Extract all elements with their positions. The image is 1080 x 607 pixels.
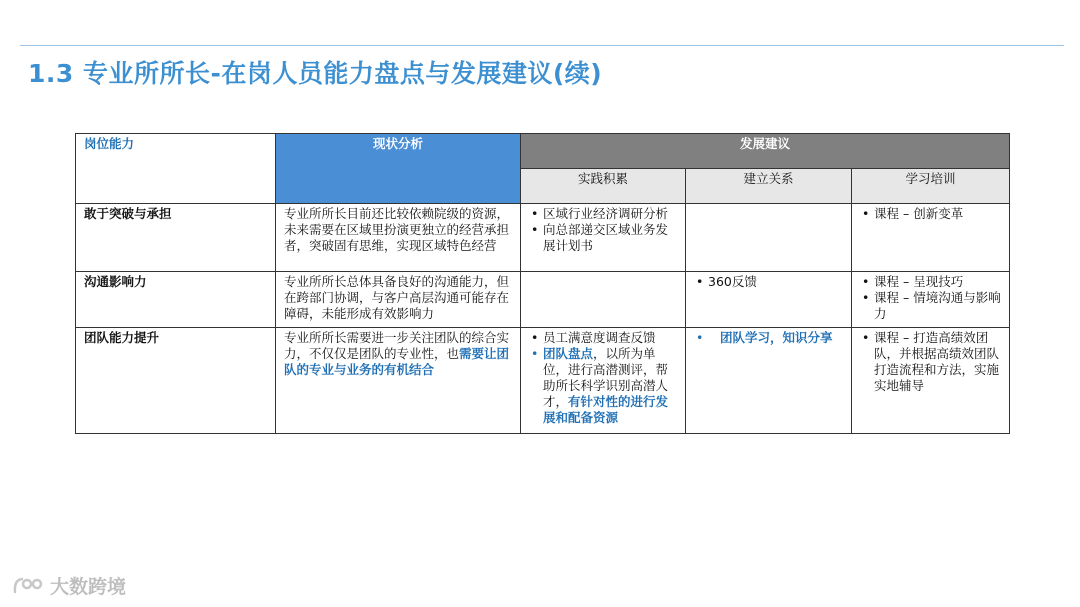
ability-table [75, 133, 1010, 434]
watermark-logo-icon [12, 574, 46, 598]
list-item [708, 330, 843, 346]
top-divider [20, 45, 1064, 46]
relation-cell [686, 272, 852, 328]
header-status: 现状分析 [276, 134, 521, 204]
list-item: • 课程 – 呈现技巧 [874, 274, 1001, 290]
ability-cell: 团队能力提升 [76, 328, 276, 434]
list-item: • 课程 – 打造高绩效团队，并根据高绩效团队打造流程和方法，实施实地辅导 [874, 330, 1001, 394]
header-practice: 实践积累 [521, 169, 686, 204]
practice-cell [521, 204, 686, 272]
status-cell [276, 328, 521, 434]
table-row [76, 328, 1010, 434]
list-item: • 360反馈 [708, 274, 843, 290]
list-item: • 向总部递交区域业务发展计划书 [543, 222, 677, 254]
status-cell: 专业所所长目前还比较依赖院级的资源，未来需要在区域里扮演更独立的经营承担者，突破固有思维，实现区域特色经营 [276, 204, 521, 272]
training-cell [852, 204, 1010, 272]
watermark-text: 大数跨境 [50, 576, 127, 598]
practice-cell [521, 272, 686, 328]
table-row [76, 272, 1010, 328]
ability-cell: 沟通影响力 [76, 272, 276, 328]
relation-cell [686, 204, 852, 272]
status-highlight: 需要让团队的专业与业务的有机结合 [284, 346, 510, 377]
relation-cell [686, 328, 852, 434]
header-ability: 岗位能力 [76, 134, 276, 204]
practice-text: ，以所为单位，进行高潜测评，帮助所长科学识别高潜人才， [543, 346, 669, 409]
list-item: • 课程 – 创新变革 [874, 206, 1001, 222]
list-item: • 员工满意度调查反馈 [543, 330, 677, 346]
practice-cell [521, 328, 686, 434]
training-cell [852, 272, 1010, 328]
list-item: • 课程 – 情境沟通与影响力 [874, 290, 1001, 322]
relation-highlight: 团队学习，知识分享 [720, 330, 833, 345]
page-title: 1.3 专业所所长-在岗人员能力盘点与发展建议(续) [28, 59, 603, 88]
watermark [12, 572, 126, 599]
training-cell [852, 328, 1010, 434]
table-header-row-1 [76, 134, 1010, 169]
header-suggest: 发展建议 [521, 134, 1010, 169]
header-relation: 建立关系 [686, 169, 852, 204]
practice-highlight-2: 有针对性的进行发展和配备资源 [543, 394, 669, 425]
table-row [76, 204, 1010, 272]
status-cell: 专业所所长总体具备良好的沟通能力，但在跨部门协调，与客户高层沟通可能存在障碍，未能形成有效影响力 [276, 272, 521, 328]
list-item [543, 346, 677, 426]
status-text: 专业所所长需要进一步关注团队的综合实力，不仅仅是团队的专业性，也 [284, 330, 510, 361]
ability-cell: 敢于突破与承担 [76, 204, 276, 272]
list-item: • 区域行业经济调研分析 [543, 206, 677, 222]
header-training: 学习培训 [852, 169, 1010, 204]
practice-highlight: 团队盘点 [543, 346, 594, 361]
